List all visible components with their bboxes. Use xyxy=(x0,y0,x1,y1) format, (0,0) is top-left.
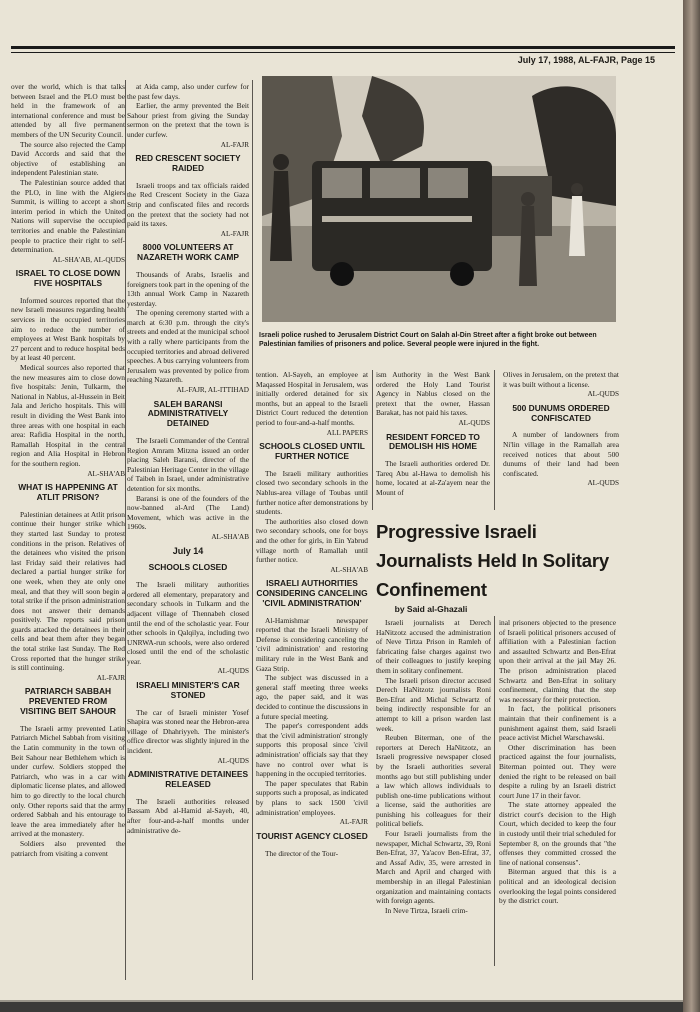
column-5 xyxy=(503,370,619,493)
paragraph: The Israeli army prevented Latin Patriarch Michel Sabbah from visiting the Latin community in the town of Beit Sahour near Bethlehem which is under curfew. Soldiers stopped the Patriarch, who was in a car with diplomatic license plates, and allowed him to go directly to the local church only. Other reports said that the army ordered Sabbah and his entourage to leave the area immediately after he arrived at the monastery. xyxy=(11,723,125,839)
page-header: July 17, 1988, AL-FAJR, Page 15 xyxy=(517,55,655,65)
paragraph: The Israeli military authorities closed two secondary schools in the Nablus-area village of Toubas until further notice after demonstrations by students. xyxy=(256,468,368,517)
column-divider xyxy=(252,80,253,980)
header-rule-thin xyxy=(11,52,675,53)
headline-demolish-home: RESIDENT FORCED TO DEMOLISH HIS HOME xyxy=(386,431,480,452)
headline-civil-administration: ISRAELI AUTHORITIES CONSIDERING CANCELING 'CIVIL ADMINISTRATION' xyxy=(256,578,368,608)
feature-byline: by Said al-Ghazali xyxy=(394,604,468,614)
col4-continuation xyxy=(376,370,490,418)
paragraph: The source also rejected the Camp David Accords and said that the objective of establishing an independent Palestinian state. xyxy=(11,139,125,178)
source-credit: AL-FAJR xyxy=(220,229,249,238)
paragraph: Soldiers also prevented the patriarch from visiting a convent xyxy=(11,838,125,858)
news-photo xyxy=(262,76,616,322)
article-red-crescent xyxy=(127,181,249,229)
headline-close-hospitals: ISRAEL TO CLOSE DOWN FIVE HOSPITALS xyxy=(15,268,121,289)
source-credit: AL-QUDS xyxy=(587,479,619,488)
article-schools-closed xyxy=(127,580,249,666)
article-atlit-prison xyxy=(11,510,125,673)
col5-continuation xyxy=(503,370,619,389)
paragraph: Al-Hamishmar newspaper reported that the Israeli Ministry of Defense is considering canceling the 'civil administration' and restoring military rule in the West Bank and Gaza Strip. xyxy=(256,615,368,673)
article-close-hospitals xyxy=(11,296,125,469)
paragraph: Medical sources also reported that the new measures aim to close down five hospitals: Jenin, Tulkarm, the National in Nablus, al-Hussein in Beit Jala and Jericho hospitals. This will result in dividing the West Bank into three areas with one hospital in each area: Rafidia Hospital in the north, Ramallah Hospital in the central region and Alia Hospital in Hebron for the southern region. xyxy=(11,363,125,468)
paragraph: The Israeli prison director accused Derech HaNitzotz journalists Roni Ben-Efrat and Michal Schwartz of being indirectly responsible for an attempt to kill a prison warden last week. xyxy=(376,675,491,733)
paragraph: The Israeli authorities ordered Dr. Tareq Abu al-Hawa to demolish his home, located at al-Za'ayem near the Mount of xyxy=(376,459,490,497)
paragraph: The director of the Tour- xyxy=(265,848,339,858)
paragraph: The paper's correspondent adds that the 'civil administration' strongly supports this proposal since 'civil administration' officials say that they have no control over what is happening in the occupied territories. xyxy=(256,721,368,779)
column-4 xyxy=(376,370,490,498)
headline-tourist-agency: TOURIST AGENCY CLOSED xyxy=(256,830,368,841)
source-credit: AL-SHA'AB xyxy=(330,565,368,574)
paragraph: tention. Al-Sayeh, an employee at Maqassed Hospital in Jerusalem, was initially ordered detained for six months, but an appeal to the Israeli District Court reduced the detention period to four-and-a-half months. xyxy=(256,370,368,427)
column-1 xyxy=(11,82,125,858)
paragraph: The opening ceremony started with a march at 6:30 p.m. through the city's streets and ended at the municipal school with a rally where participants from the occupied territories and abroad delivered speeches. A bus carrying volunteers from Jerusalem was prevented by police from reaching Nazareth. xyxy=(127,308,249,385)
headline-atlit-prison: WHAT IS HAPPENING AT ATLIT PRISON? xyxy=(18,482,118,502)
paragraph: at Aida camp, also under curfew for the past few days. xyxy=(127,82,249,101)
article-detainees-released xyxy=(127,797,249,835)
paragraph: In Neve Tirtza, Israeli crim- xyxy=(385,905,468,915)
date-heading: July 14 xyxy=(172,545,204,556)
column-3 xyxy=(256,370,368,858)
paragraph: Four Israeli journalists from the newspaper, Michal Schwartz, 39, Roni Ben-Efrat, 37, Ya'acov Ben-Efrat, 37, and Assaf Adiv, 35, were arrested in March and April and charged with membership in an illegal Palestinian organization and maintaining contacts with foreign agents. xyxy=(376,829,491,906)
paragraph: The authorities also closed down two secondary schools, one for boys and the other for girls, in Ein Yabrud village north of Ramallah until further notice. xyxy=(256,516,368,565)
column-divider xyxy=(494,616,495,966)
paragraph: Israeli journalists at Derech HaNitzotz accused the administration of Neve Tirtza Prison in Ramleh of fabricating false charges against two of their colleagues to justify keeping them in solitary confinement. xyxy=(376,618,491,675)
headline-saleh-baransi: SALEH BARANSI ADMINISTRATIVELY DETAINED xyxy=(147,398,229,429)
feature-column-right xyxy=(499,618,616,906)
header-rule xyxy=(11,46,675,49)
source-credit: AL-FAJR xyxy=(96,673,125,682)
article-tourist-agency xyxy=(256,849,368,859)
paragraph: The Israeli Commander of the Central Region Amram Mitzna issued an order placing Saleh Baransi, director of the Palestinian Heritage Center in the village of Taibeh in Israel, under administrative detention for six months. xyxy=(127,436,249,493)
paragraph: The car of Israeli minister Yosef Shapira was stoned near the Hebron-area village of Dhahriyyeh. The minister's office director was slightly injured in the incident. xyxy=(127,707,249,756)
paragraph: Biterman argued that this is a political and an ideological decision overlooking the legal points considered by the district court. xyxy=(499,867,616,906)
col1-continuation xyxy=(11,82,125,255)
paragraph: Earlier, the army prevented the Beit Sahour priest from giving the Sunday sermon on the pretext that the town is under curfew. xyxy=(127,101,249,139)
article-500-dunums xyxy=(503,430,619,478)
feature-headline: Progressive Israeli Journalists Held In Solitary Confinement xyxy=(376,521,609,600)
paragraph: ism Authority in the West Bank ordered the Holy Land Tourist Agency in Nablus closed on the pretext that the owner, Hassan Barakat, has not paid his taxes. xyxy=(376,370,490,418)
source-credit: AL-QUDS xyxy=(458,418,490,427)
paragraph: The state attorney appealed the district court's decision to the High Court, which decided to keep the four in custody until their trial scheduled for September 8, on the grounds that "the offenses they committed crossed the line of national consensus". xyxy=(499,800,616,867)
source-credit: AL-QUDS xyxy=(217,756,249,765)
headline-schools-further-notice: SCHOOLS CLOSED UNTIL FURTHER NOTICE xyxy=(259,441,365,461)
column-2 xyxy=(127,82,249,835)
source-credit: AL-QUDS xyxy=(217,667,249,676)
paragraph: Informed sources reported that the new Israeli measures regarding health services in the occupied territories aim to reduce the number of employees at West Bank hospitals by 27 percent and to reduce hospital beds by at least 40 percent. xyxy=(11,295,125,363)
source-credit: AL-SHA'AB, AL-QUDS xyxy=(52,255,125,264)
article-civil-administration xyxy=(256,616,368,817)
article-demolish-home xyxy=(376,459,490,497)
article-saleh-baransi xyxy=(127,436,249,532)
paragraph: Israeli troops and tax officials raided the Red Crescent Society in the Gaza Strip and confiscated files and records on the pretext that the society had not paid its taxes. xyxy=(127,180,249,229)
feature-column-left xyxy=(376,618,491,915)
source-credit: AL-FAJR, AL-ITTIHAD xyxy=(176,386,249,395)
headline-patriarch-sabbah: PATRIARCH SABBAH PREVENTED FROM VISITING BEIT SAHOUR xyxy=(20,686,116,717)
paragraph: Other discrimination has been practiced against the four journalists, Biterman pointed out. They were denied the right to be released on bail despite a ruling by an Israeli district court June 17 in their favor. xyxy=(499,742,616,800)
headline-red-crescent: RED CRESCENT SOCIETY RAIDED xyxy=(135,153,241,173)
binder-edge xyxy=(683,0,700,1012)
paragraph: The paper speculates that Rabin supports such a proposal, as indicated by plans to sack 1500 'civil administration' employees. xyxy=(256,778,368,817)
paragraph: The Israeli authorities released Bassam Abd al-Hamid al-Sayeh, 40, after four-and-a-half months under administrative de- xyxy=(127,796,249,835)
article-minister-car xyxy=(127,708,249,756)
paragraph: The Palestinian source added that the PLO, in line with the Algiers Summit, is willing to accept a short interim period in which the United Nations will supervise the occupied territories and enable the Palestinian people to practice their right to self-determination. xyxy=(11,177,125,255)
paragraph: The subject was discussed in a general staff meeting three weeks ago, the paper said, and it was decided to continue the discussions in a future special meeting. xyxy=(256,673,368,721)
source-credit: AL-FAJR xyxy=(339,818,368,827)
column-divider xyxy=(372,370,373,510)
paragraph: Reuben Biterman, one of the reporters at Derech HaNitzotz, an Israeli progressive newspaper closed by the Israeli authorities several months ago but still publishing under a law which allows individuals to publish one-time publications without a license, said the authorities are punishing his colleagues for their political beliefs. xyxy=(376,733,491,829)
source-credit: AL-SHA'AB xyxy=(87,469,125,478)
article-patriarch-sabbah xyxy=(11,724,125,858)
paragraph: Olives in Jerusalem, on the pretext that it was built without a license. xyxy=(503,370,619,389)
paragraph: Thousands of Arabs, Israelis and foreigners took part in the opening of the 13th annual Work Camp in Nazareth yesterday. xyxy=(127,269,249,308)
paragraph: inal prisoners objected to the presence of Israeli political prisoners accused of affiliation with a Palestinian faction and assaulted Schwartz and Ben-Efrat upon their arrival at the jail May 26. The prison administration placed Schwartz and Ben-Efrat in solitary confinement, claiming that the step was necessary for their protection. xyxy=(499,618,616,704)
col3-continuation xyxy=(256,370,368,428)
paragraph: A number of landowners from Ni'lin village in the Ramallah area received notices that about 500 dunums of their land had been confiscated. xyxy=(503,430,619,478)
paragraph: over the world, which is that talks between Israel and the PLO must be held in the framework of an international conference and must be attended by all five permanent members of the UN Security Council. xyxy=(11,82,125,139)
paragraph: In fact, the political prisoners maintain that their confinement is a punishment against them, said Israeli peace activist Michel Warschawski. xyxy=(499,704,616,743)
source-credit: AL-FAJR xyxy=(220,140,249,149)
photo-caption: Israeli police rushed to Jerusalem District Court on Salah al-Din Street after a fight broke out between Palestinian families of prisoners and police. Several people were injured in the fight. xyxy=(259,332,597,348)
source-credit: AL-QUDS xyxy=(587,390,619,399)
article-nazareth-work-camp xyxy=(127,270,249,385)
column-divider xyxy=(494,370,495,510)
paragraph: Palestinian detainees at Atlit prison continue their hunger strike which they started last Sunday to protest conditions in the prison. Relatives of the detainees who visited the prison last Friday said their relatives had declared a partial hunger strike for one week, when they ate only one meal, and that they will soon begin a total strike if the prison administration does not answer their demands positively. The reports said prison guards attacked the detainees in their cells and beat them after they began the total strike last Sunday. The Red Cross reported that the hunger strike is still continuing. xyxy=(11,509,125,673)
headline-schools-closed: SCHOOLS CLOSED xyxy=(148,562,228,573)
headline-detainees-released: ADMINISTRATIVE DETAINEES RELEASED xyxy=(127,769,249,790)
source-credit: AL-SHA'AB xyxy=(211,532,249,541)
paragraph: Baransi is one of the founders of the now-banned al-Ard (The Land) Movement, which was active in the 1960s. xyxy=(127,493,249,532)
headline-500-dunums: 500 DUNUMS ORDERED CONFISCATED xyxy=(512,402,610,423)
article-schools-further-notice xyxy=(256,469,368,565)
source-credit: ALL PAPERS xyxy=(326,428,368,437)
paragraph: The Israeli military authorities ordered all elementary, preparatory and secondary schools in Tulkarm and the adjacent village of Thennabeh closed until the end of the scholastic year. Four other schools in Qalqilya, including two UNRWA-run schools, were also ordered closed until the end of the scholastic year. xyxy=(127,580,249,666)
headline-nazareth-work-camp: 8000 VOLUNTEERS AT NAZARETH WORK CAMP xyxy=(137,242,239,263)
column-divider xyxy=(125,80,126,980)
headline-minister-car: ISRAELI MINISTER'S CAR STONED xyxy=(136,680,240,700)
col2-continuation xyxy=(127,82,249,140)
